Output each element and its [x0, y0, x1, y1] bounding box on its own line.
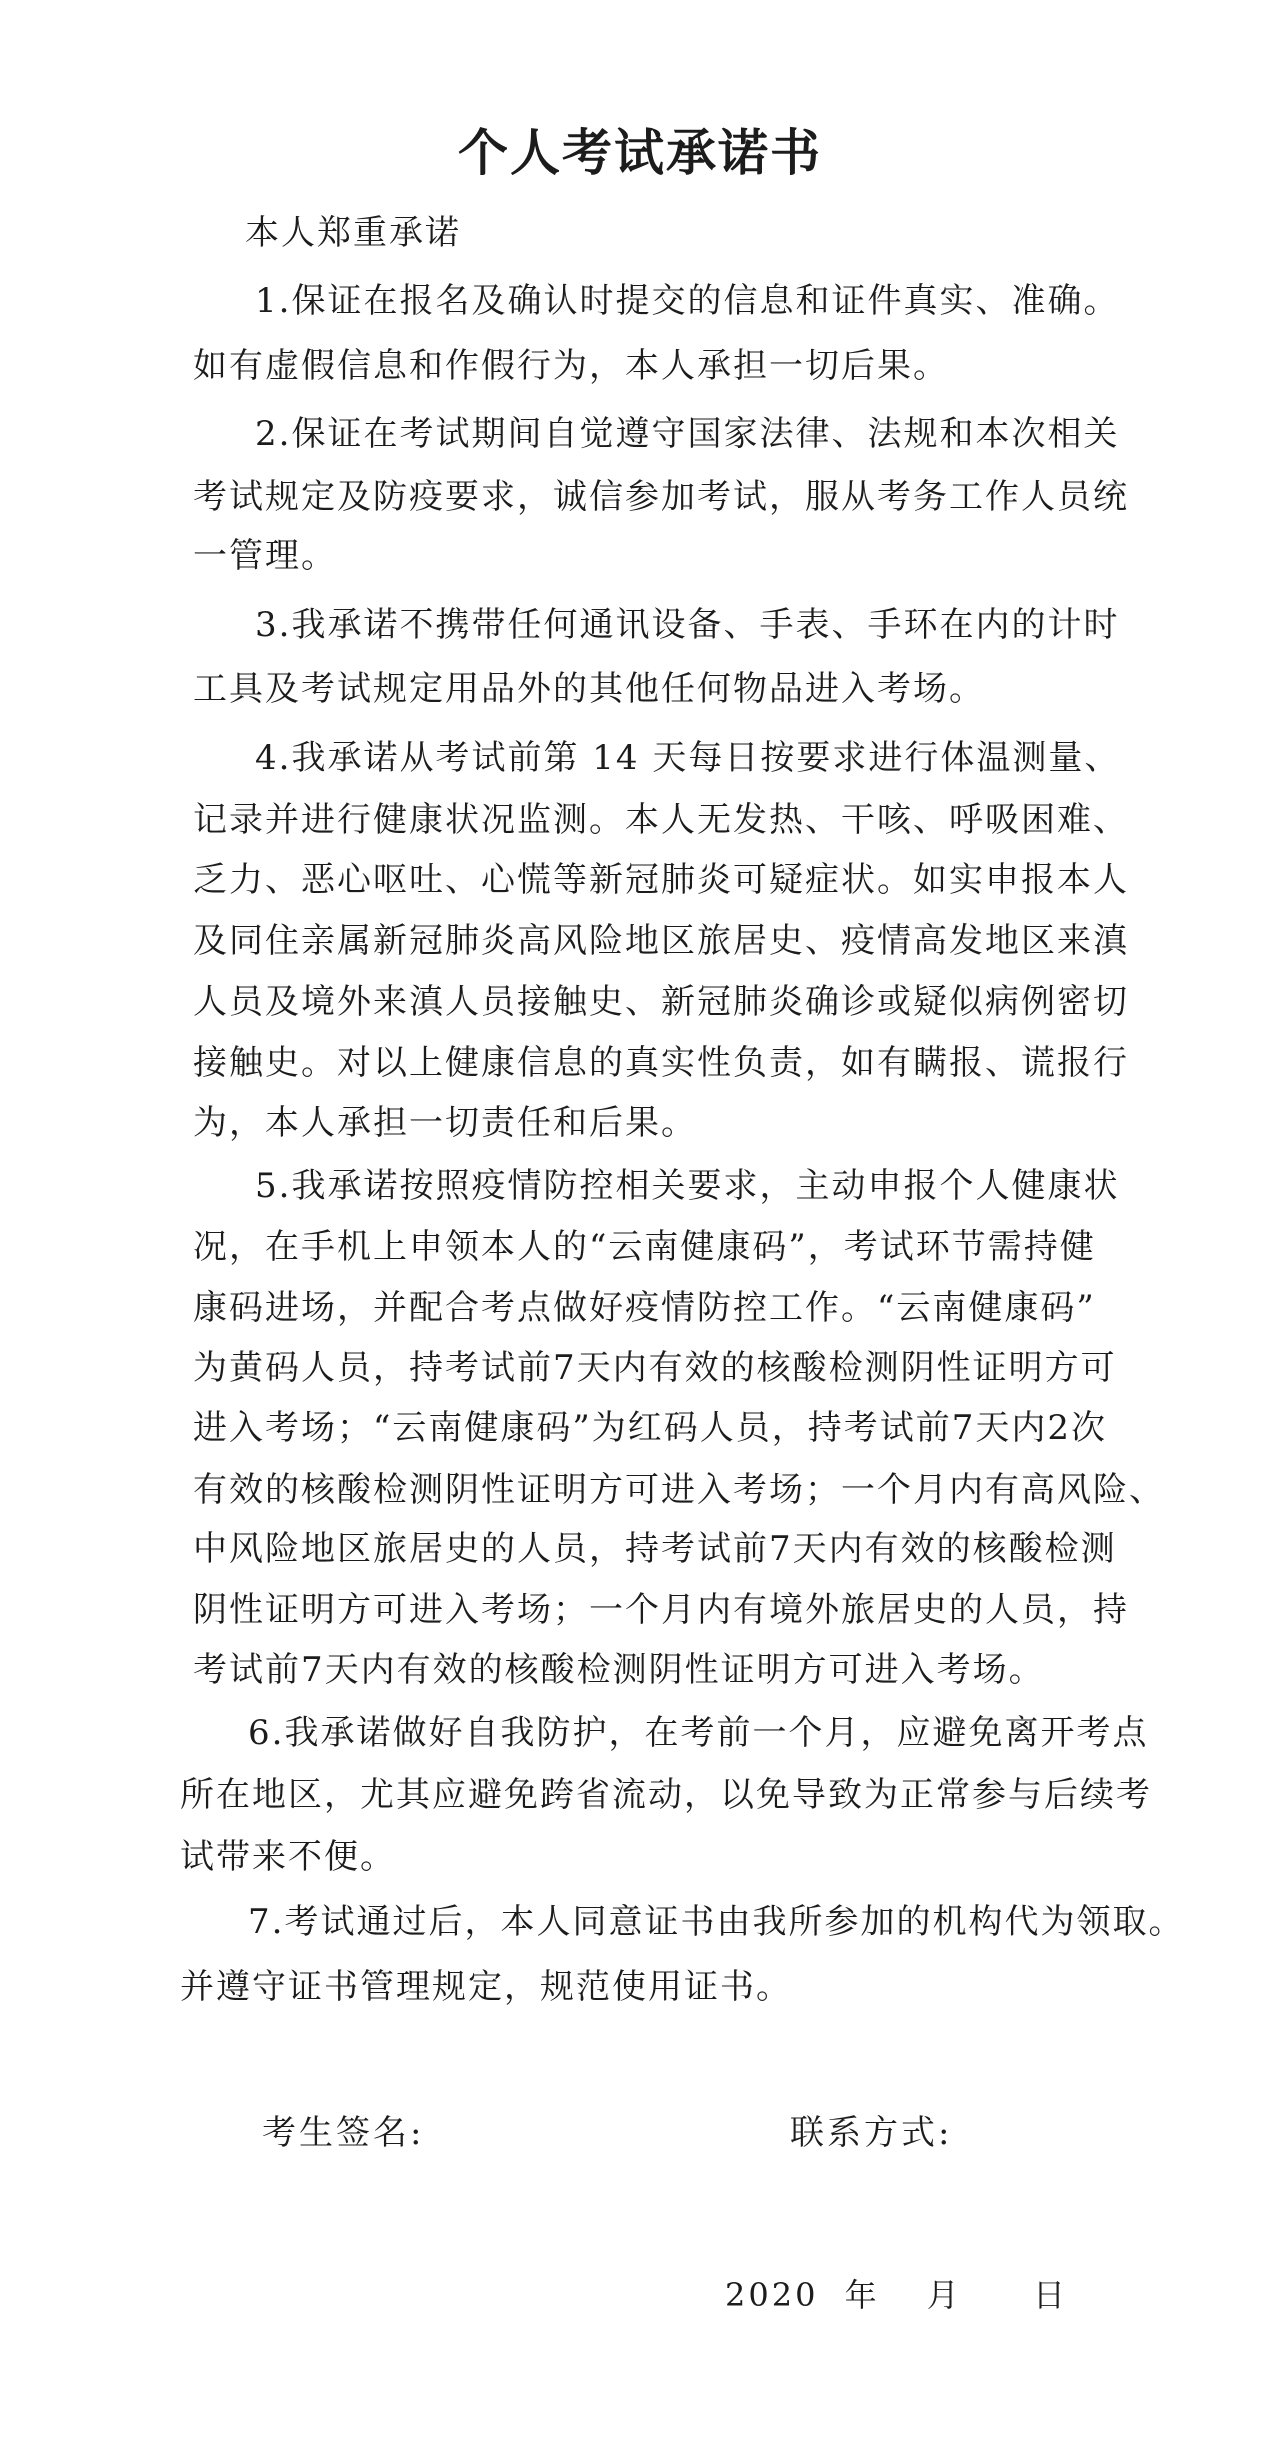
clause-4-line-7: 为，本人承担一切责任和后果。 — [193, 1103, 697, 1143]
clause-4-line-3: 乏力、恶心呕吐、心慌等新冠肺炎可疑症状。如实申报本人 — [193, 860, 1129, 900]
clause-4-line-2: 记录并进行健康状况监测。本人无发热、干咳、呼吸困难、 — [193, 800, 1129, 840]
clause-7-line-2: 并遵守证书管理规定，规范使用证书。 — [180, 1967, 792, 2007]
clause-2-line-2: 考试规定及防疫要求，诚信参加考试，服从考务工作人员统 — [193, 477, 1129, 517]
clause-1-line-1: 1.保证在报名及确认时提交的信息和证件真实、准确。 — [255, 281, 1120, 321]
clause-6-line-1: 6.我承诺做好自我防护，在考前一个月，应避免离开考点 — [248, 1713, 1149, 1753]
clause-3-line-2: 工具及考试规定用品外的其他任何物品进入考场。 — [193, 669, 985, 709]
clause-7-line-1: 7.考试通过后，本人同意证书由我所参加的机构代为领取。 — [248, 1902, 1185, 1942]
date-month-unit: 月 — [926, 2276, 959, 2314]
clause-3-line-1: 3.我承诺不携带任何通讯设备、手表、手环在内的计时 — [255, 605, 1120, 645]
clause-5-line-3: 康码进场，并配合考点做好疫情防控工作。“云南健康码” — [193, 1288, 1096, 1328]
clause-4-line-1: 4.我承诺从考试前第 14 天每日按要求进行体温测量、 — [255, 738, 1121, 778]
clause-1-line-2: 如有虚假信息和作假行为，本人承担一切后果。 — [193, 346, 949, 386]
clause-5-line-8: 阴性证明方可进入考场；一个月内有境外旅居史的人员，持 — [193, 1590, 1129, 1630]
clause-2-line-1: 2.保证在考试期间自觉遵守国家法律、法规和本次相关 — [255, 414, 1120, 454]
date-year: 2020 — [725, 2276, 819, 2314]
contact-label: 联系方式: — [790, 2113, 953, 2153]
date-line — [725, 2270, 1065, 2320]
clause-4-line-5: 人员及境外来滇人员接触史、新冠肺炎确诊或疑似病例密切 — [193, 982, 1129, 1022]
clause-5-line-4: 为黄码人员，持考试前7天内有效的核酸检测阴性证明方可 — [193, 1348, 1117, 1388]
signature-label: 考生签名: — [262, 2113, 425, 2153]
clause-2-line-3: 一管理。 — [193, 536, 337, 576]
date-day-unit: 日 — [1032, 2276, 1065, 2314]
clause-5-line-7: 中风险地区旅居史的人员，持考试前7天内有效的核酸检测 — [193, 1529, 1117, 1569]
clause-5-line-5: 进入考场；“云南健康码”为红码人员，持考试前7天内2次 — [193, 1408, 1108, 1448]
page-title: 个人考试承诺书 — [458, 123, 822, 182]
clause-5-line-6: 有效的核酸检测阴性证明方可进入考场；一个月内有高风险、 — [193, 1470, 1165, 1510]
clause-6-line-2: 所在地区，尤其应避免跨省流动，以免导致为正常参与后续考 — [180, 1775, 1152, 1815]
clause-4-line-4: 及同住亲属新冠肺炎高风险地区旅居史、疫情高发地区来滇 — [193, 921, 1129, 961]
clause-6-line-3: 试带来不便。 — [180, 1837, 396, 1877]
clause-5-line-2: 况，在手机上申领本人的“云南健康码”，考试环节需持健 — [193, 1227, 1096, 1267]
clause-5-line-9: 考试前7天内有效的核酸检测阴性证明方可进入考场。 — [193, 1650, 1045, 1690]
clause-5-line-1: 5.我承诺按照疫情防控相关要求，主动申报个人健康状 — [255, 1166, 1120, 1206]
clause-4-line-6: 接触史。对以上健康信息的真实性负责，如有瞒报、谎报行 — [193, 1043, 1129, 1083]
date-year-unit: 年 — [844, 2276, 877, 2314]
intro-text: 本人郑重承诺 — [245, 213, 461, 253]
